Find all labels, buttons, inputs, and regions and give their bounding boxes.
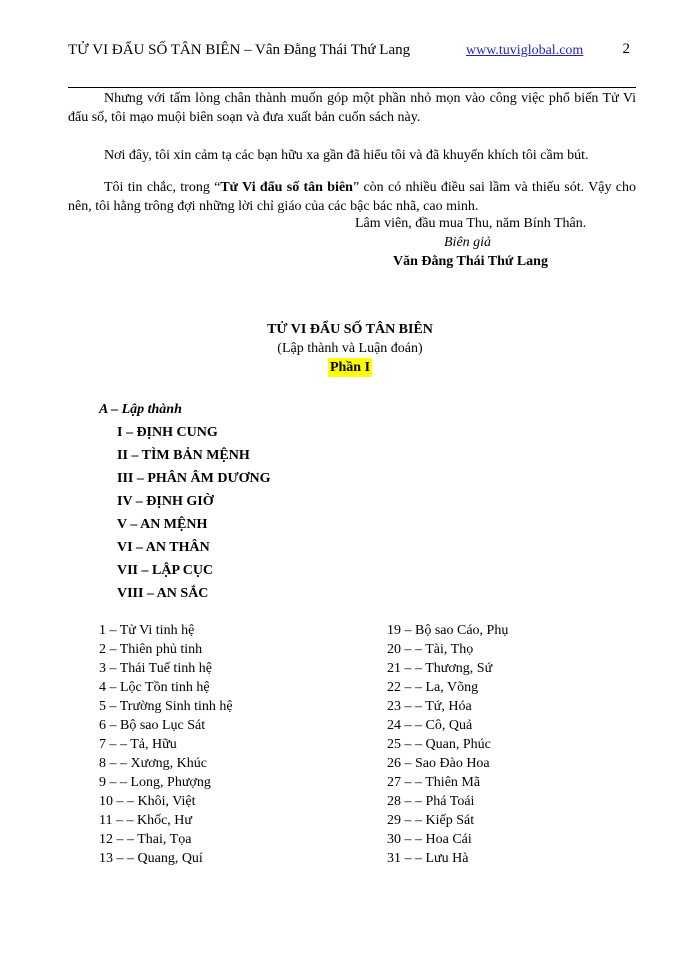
list-item: 20 – – Tài, Thọ	[387, 642, 474, 657]
toc-item: III – PHÂN ÂM DƯƠNG	[117, 471, 271, 486]
preface-paragraph-1: Nhưng với tấm lòng chân thành muốn góp một phần nhỏ mọn vào công việc phổ biến Tử Vi đẩu số, tôi mạo muội biên soạn và đưa xuất bản cuốn sách này.	[68, 91, 636, 125]
section-title: TỬ VI ĐẨU SỐ TÂN BIÊN	[267, 322, 433, 337]
toc-item: IV – ĐỊNH GIỜ	[117, 494, 214, 509]
paragraph-text-before: Tôi tin chắc, trong “	[104, 180, 221, 195]
list-item: 1 – Tử Vi tinh hệ	[99, 623, 195, 638]
list-item: 31 – – Lưu Hà	[387, 851, 469, 866]
list-item: 26 – Sao Đào Hoa	[387, 756, 490, 771]
list-item: 28 – – Phá Toái	[387, 794, 475, 809]
section-subtitle: (Lập thành và Luận đoán)	[277, 341, 423, 356]
toc-heading: A – Lập thành	[99, 402, 182, 417]
list-item: 29 – – Kiếp Sát	[387, 813, 475, 828]
list-item: 6 – Bộ sao Lục Sát	[99, 718, 206, 733]
signature-author: Văn Đằng Thái Thứ Lang	[393, 254, 548, 269]
toc-item: V – AN MỆNH	[117, 517, 208, 532]
preface-paragraph-2: Nơi đây, tôi xin cảm tạ các bạn hữu xa gần đã hiểu tôi và đã khuyến khích tôi cầm bút.	[104, 148, 589, 163]
list-item: 19 – Bộ sao Cáo, Phụ	[387, 623, 509, 638]
signature-place-date: Lâm viên, đầu mua Thu, năm Bính Thân.	[355, 216, 587, 231]
list-item: 5 – Trường Sinh tinh hệ	[99, 699, 233, 714]
star-list-right	[387, 621, 508, 868]
list-item: 24 – – Cô, Quả	[387, 718, 473, 733]
book-title-bold: Tử Vi đẩu số tân biên	[220, 180, 353, 195]
toc-item: VIII – AN SẮC	[117, 586, 209, 601]
list-item: 13 – – Quang, Quí	[99, 851, 203, 866]
section-heading	[0, 320, 700, 377]
toc-item: VI – AN THÂN	[117, 540, 210, 555]
signature-block	[355, 214, 605, 271]
list-item: 22 – – La, Võng	[387, 680, 479, 695]
list-item: 10 – – Khôi, Việt	[99, 794, 196, 809]
list-item: 12 – – Thai, Tọa	[99, 832, 192, 847]
toc-item: II – TÌM BẢN MỆNH	[117, 448, 250, 463]
list-item: 27 – – Thiên Mã	[387, 775, 481, 790]
list-item: 25 – – Quan, Phúc	[387, 737, 491, 752]
header-title: TỬ VI ĐẨU SỐ TÂN BIÊN – Vân Đằng Thái Thứ Lang	[68, 42, 411, 58]
list-item: 8 – – Xương, Khúc	[99, 756, 207, 771]
list-item: 30 – – Hoa Cái	[387, 832, 472, 847]
list-item: 2 – Thiên phủ tinh	[99, 642, 203, 657]
list-item: 21 – – Thương, Sứ	[387, 661, 493, 676]
list-item: 9 – – Long, Phượng	[99, 775, 211, 790]
paragraph-text-after: ” còn có nhiều điều sai lầm và thiếu sót. Vậy cho nên, tôi hằng trông đợi những lời chỉ giáo của các bậc bác nhã, cao minh.	[68, 180, 636, 214]
star-list-left	[99, 621, 233, 868]
preface-paragraph-3	[68, 178, 636, 216]
list-item: 4 – Lộc Tồn tinh hệ	[99, 680, 210, 695]
part-label: Phần I	[329, 360, 371, 375]
page-number: 2	[622, 41, 630, 57]
website-link[interactable]: www.tuviglobal.com	[466, 43, 584, 58]
header-divider	[68, 87, 636, 88]
list-item: 11 – – Khốc, Hư	[99, 813, 193, 828]
signature-role: Biên giả	[444, 235, 492, 250]
list-item: 7 – – Tả, Hữu	[99, 737, 177, 752]
table-of-contents	[99, 399, 270, 605]
toc-item: VII – LẬP CỤC	[117, 563, 214, 578]
toc-item: I – ĐỊNH CUNG	[117, 425, 218, 440]
page-header	[68, 38, 638, 62]
list-item: 23 – – Tứ, Hóa	[387, 699, 472, 714]
list-item: 3 – Thái Tuế tinh hệ	[99, 661, 212, 676]
